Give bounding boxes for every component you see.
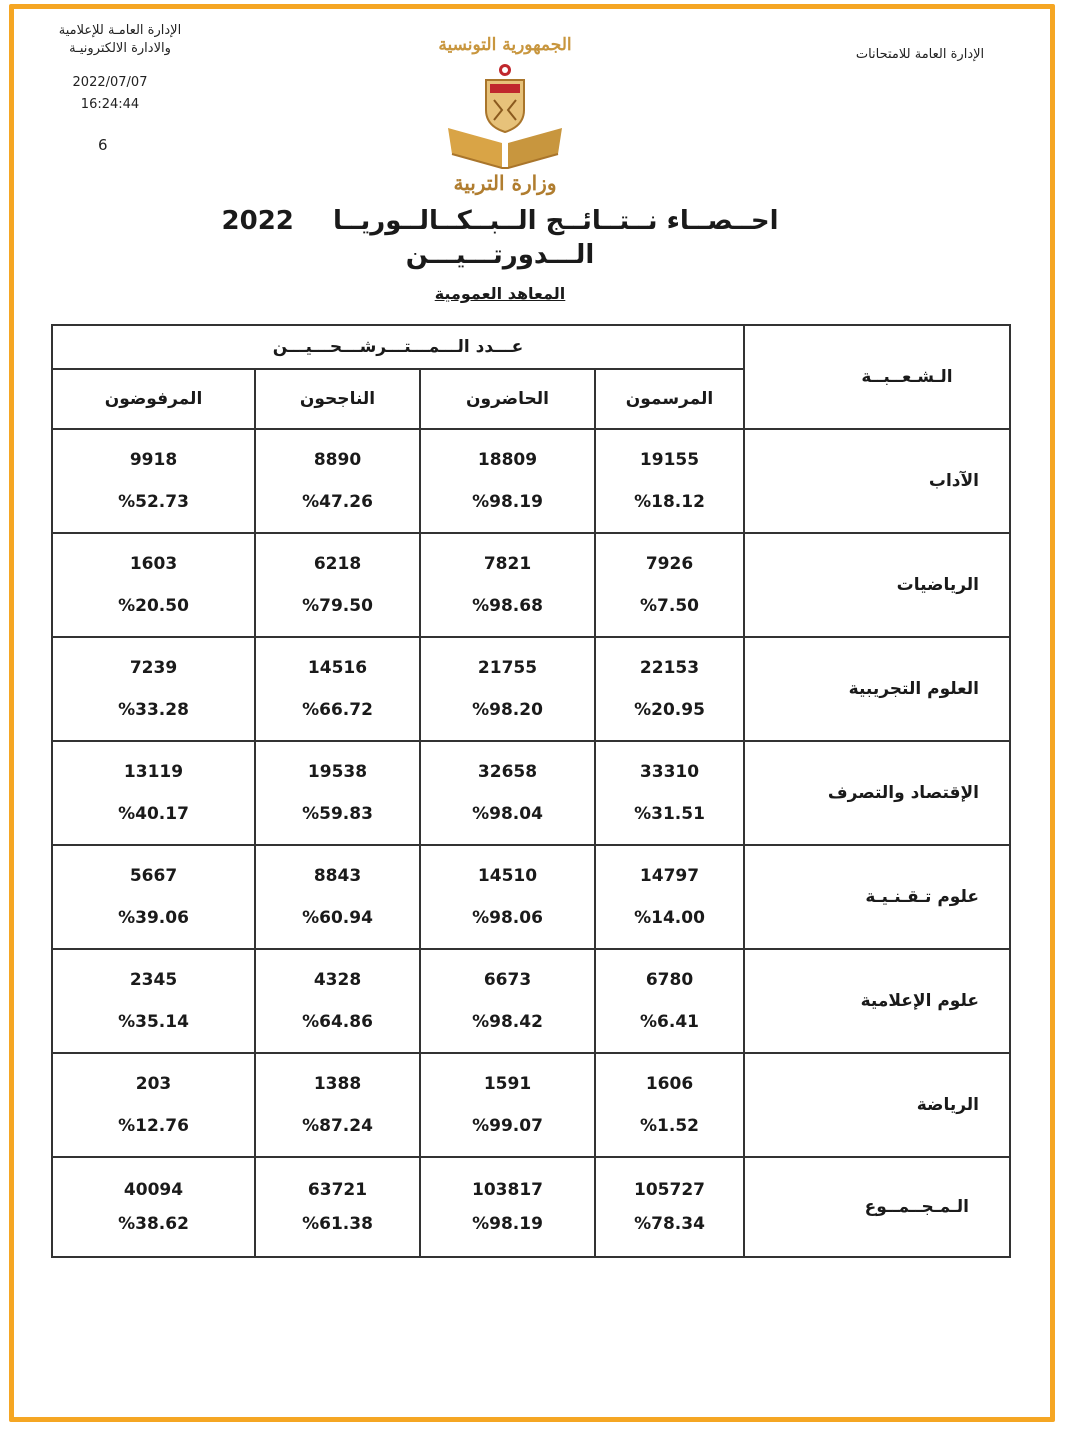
results-table [51,324,1011,1258]
col-header-present: الحاضرون [420,369,595,429]
table-row [52,637,1010,741]
col-header-registered: المرسمون [595,369,744,429]
total-passed: 63721 %61.38 [255,1157,420,1257]
title-main: احــصــاء نــتــائــج الــبــكــالــوريــا [332,206,779,236]
cell-rejected: 13119 %40.17 [52,741,255,845]
cell-rejected: 203 %12.76 [52,1053,255,1157]
group-header: عـــدد الـــمـــتـــرشـــحـــيـــن [52,325,744,369]
cell-present: 32658 %98.04 [420,741,595,845]
print-timestamp [60,72,160,116]
cell-registered: 14797 %14.00 [595,845,744,949]
cell-rejected: 7239 %33.28 [52,637,255,741]
book-left-icon [448,128,502,168]
cell-passed: 8890 %47.26 [255,429,420,533]
cell-branch: الرياضيات [744,533,1010,637]
book-right-icon [508,128,562,168]
cell-present: 7821 %98.68 [420,533,595,637]
emblem-icon [430,28,580,198]
col-header-rejected: المرفوضون [52,369,255,429]
total-label: الـمـجــمــوع [744,1157,1010,1257]
col-header-passed: الناجحون [255,369,420,429]
cell-registered: 33310 %31.51 [595,741,744,845]
page-title [200,205,800,237]
section-heading: المعاهد العمومية [434,284,566,303]
table-row [52,845,1010,949]
table-row [52,429,1010,533]
table-row [52,533,1010,637]
emblem-top-text: الجمهورية التونسية [438,35,572,55]
print-time: 16:24:44 [80,97,140,112]
total-rejected: 40094 %38.62 [52,1157,255,1257]
table-row [52,949,1010,1053]
cell-present: 14510 %98.06 [420,845,595,949]
total-registered: 105727 %78.34 [595,1157,744,1257]
cell-passed: 14516 %66.72 [255,637,420,741]
table-total-row [52,1157,1010,1257]
issuer-left-line2: والادارة الالكترونيـة [69,41,171,56]
issuer-left [40,22,200,58]
cell-registered: 1606 %1.52 [595,1053,744,1157]
cell-rejected: 2345 %35.14 [52,949,255,1053]
table-header-row-1 [52,325,1010,369]
table-row [52,1053,1010,1157]
cell-rejected: 9918 %52.73 [52,429,255,533]
cell-present: 1591 %99.07 [420,1053,595,1157]
cell-passed: 1388 %87.24 [255,1053,420,1157]
cell-branch: الرياضة [744,1053,1010,1157]
cell-branch: العلوم التجريبية [744,637,1010,741]
total-present: 103817 %98.19 [420,1157,595,1257]
cell-passed: 8843 %60.94 [255,845,420,949]
issuer-left-line1: الإدارة العامـة للإعلامية [58,23,182,38]
title-sessions: الـــدورتـــيـــن [405,240,595,270]
cell-present: 18809 %98.19 [420,429,595,533]
cell-passed: 19538 %59.83 [255,741,420,845]
title-year: 2022 [221,206,294,236]
cell-branch: علوم تـقـنـيـة [744,845,1010,949]
cell-passed: 6218 %79.50 [255,533,420,637]
table-row [52,741,1010,845]
cell-branch: علوم الإعلامية [744,949,1010,1053]
cell-registered: 7926 %7.50 [595,533,744,637]
cell-passed: 4328 %64.86 [255,949,420,1053]
cell-rejected: 5667 %39.06 [52,845,255,949]
page-number: 6 [98,136,108,154]
cell-branch: الآداب [744,429,1010,533]
cell-present: 21755 %98.20 [420,637,595,741]
issuer-right: الإدارة العامة للامتحانات [855,47,985,62]
ministry-emblem [430,28,580,198]
cell-branch: الإقتصاد والتصرف [744,741,1010,845]
cell-rejected: 1603 %20.50 [52,533,255,637]
print-date: 2022/07/07 [72,75,148,90]
cell-registered: 22153 %20.95 [595,637,744,741]
emblem-bottom-text: وزارة التربية [453,171,557,195]
cell-registered: 19155 %18.12 [595,429,744,533]
cell-registered: 6780 %6.41 [595,949,744,1053]
branch-header: الـشـعــبــة [744,325,1010,429]
cell-present: 6673 %98.42 [420,949,595,1053]
